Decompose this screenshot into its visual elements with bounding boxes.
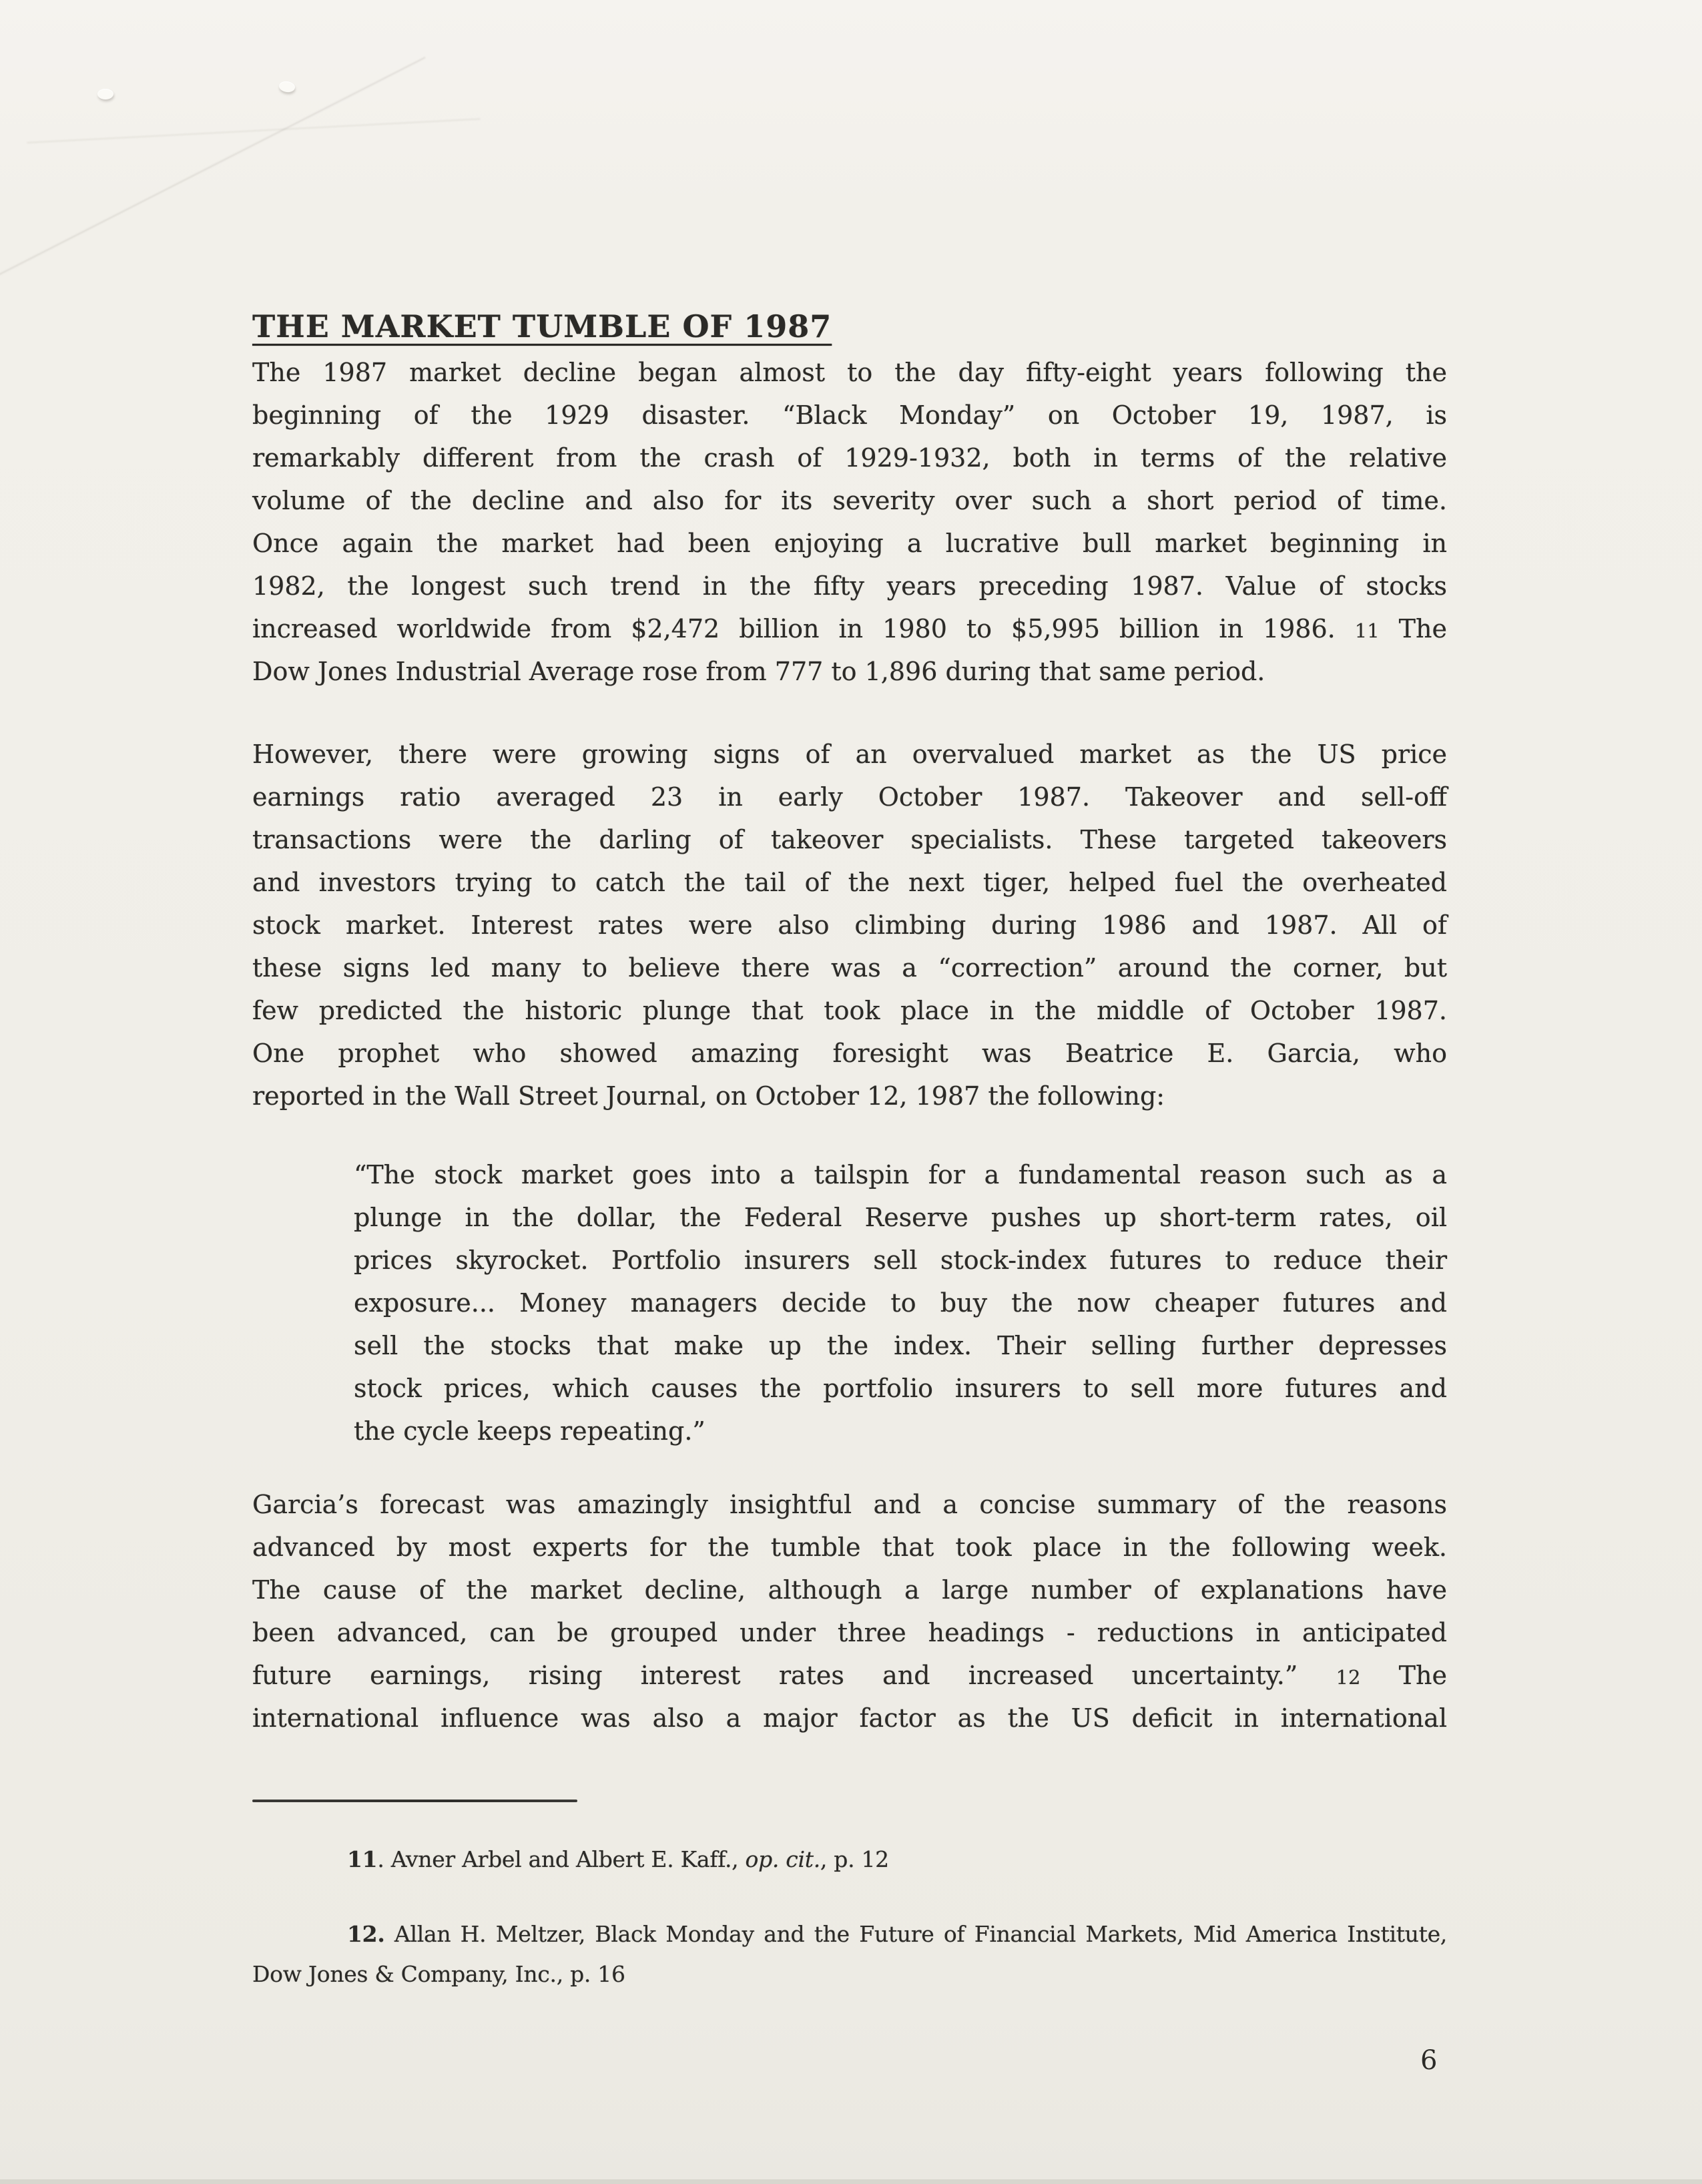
punch-hole-mark: [97, 89, 113, 99]
text-line: sell the stocks that make up the index. Their selling further depresses: [354, 1331, 1447, 1360]
text-line: Garcia’s forecast was amazingly insightful and a concise summary of the reasons: [252, 1490, 1447, 1519]
paragraph-2: [252, 733, 1447, 1117]
text-line: 1982, the longest such trend in the fifty years preceding 1987. Value of stocks: [252, 571, 1447, 601]
text-line: prices skyrocket. Portfolio insurers sell stock-index futures to reduce their: [354, 1246, 1447, 1275]
scan-edge-shadow: [0, 2179, 1702, 2184]
footnote-11: [252, 1840, 1447, 1880]
text-line: The 1987 market decline began almost to the day fifty-eight years following the: [252, 358, 1447, 387]
page-title: THE MARKET TUMBLE OF 1987: [252, 308, 832, 344]
footnote-12-text: Allan H. Meltzer, Black Monday and the Future of Financial Markets, Mid America Institute,: [384, 1921, 1447, 1947]
footnote-11-text: [252, 1840, 1447, 1880]
text-line: stock prices, which causes the portfolio insurers to sell more futures and: [354, 1374, 1447, 1403]
text-line: been advanced, can be grouped under three headings - reductions in anticipated: [252, 1618, 1447, 1647]
punch-hole-mark: [278, 80, 296, 93]
text-line: future earnings, rising interest rates and increased uncertainty.” 12 The: [252, 1661, 1447, 1690]
text-line: volume of the decline and also for its severity over such a short period of time.: [252, 486, 1447, 515]
text-line: exposure... Money managers decide to buy the now cheaper futures and: [354, 1288, 1447, 1318]
paragraph-1: [252, 351, 1447, 693]
citation-marker: 12: [1336, 1666, 1361, 1689]
paragraph-3: [252, 1483, 1447, 1739]
text-line: One prophet who showed amazing foresight was Beatrice E. Garcia, who: [252, 1039, 1447, 1068]
text-line: few predicted the historic plunge that took place in the middle of October 1987.: [252, 996, 1447, 1025]
footnote-11-number: 11: [347, 1846, 378, 1872]
text-line: stock market. Interest rates were also climbing during 1986 and 1987. All of: [252, 910, 1447, 940]
text-line: remarkably different from the crash of 1929-1932, both in terms of the relative: [252, 443, 1447, 473]
text-line: and investors trying to catch the tail of the next tiger, helped fuel the overheated: [252, 868, 1447, 897]
text-line: Once again the market had been enjoying a lucrative bull market beginning in: [252, 529, 1447, 558]
text-line: “The stock market goes into a tailspin for a fundamental reason such as a: [354, 1160, 1447, 1189]
text-line: The cause of the market decline, although a large number of explanations have: [252, 1575, 1447, 1605]
text-line: However, there were growing signs of an overvalued market as the US price: [252, 740, 1447, 769]
blockquote: [252, 1153, 1447, 1452]
text-line: these signs led many to believe there was a “correction” around the corner, but: [252, 953, 1447, 983]
footnote-12-number: 12.: [347, 1921, 385, 1947]
footnote-11-italic: op. cit.: [745, 1846, 820, 1872]
footnote-12: [252, 1914, 1447, 1994]
footnote-11-pre: . Avner Arbel and Albert E. Kaff.,: [377, 1846, 746, 1872]
text-line: international influence was also a major factor as the US deficit in international: [252, 1703, 1447, 1733]
footnote-12-line-1: [252, 1914, 1447, 1954]
text-line: plunge in the dollar, the Federal Reserve pushes up short-term rates, oil: [354, 1203, 1447, 1232]
citation-marker: 11: [1354, 619, 1380, 642]
text-line: transactions were the darling of takeover specialists. These targeted takeovers: [252, 825, 1447, 854]
text-line: Dow Jones Industrial Average rose from 777 to 1,896 during that same period.: [252, 657, 1265, 686]
footnote-11-post: , p. 12: [820, 1846, 889, 1872]
text-line: increased worldwide from $2,472 billion in 1980 to $5,995 billion in 1986. 11 The: [252, 614, 1447, 643]
text-line: beginning of the 1929 disaster. “Black Monday” on October 19, 1987, is: [252, 400, 1447, 430]
footnote-divider: [252, 1800, 577, 1802]
paper-crease: [27, 118, 480, 144]
text-line: the cycle keeps repeating.”: [354, 1416, 705, 1446]
paper-crease: [0, 57, 426, 288]
text-line: earnings ratio averaged 23 in early October 1987. Takeover and sell-off: [252, 782, 1447, 812]
footnote-12-line-2: Dow Jones & Company, Inc., p. 16: [252, 1961, 625, 1987]
text-line: advanced by most experts for the tumble that took place in the following week.: [252, 1533, 1447, 1562]
text-line: reported in the Wall Street Journal, on October 12, 1987 the following:: [252, 1081, 1165, 1111]
page-number: 6: [1420, 2045, 1438, 2076]
